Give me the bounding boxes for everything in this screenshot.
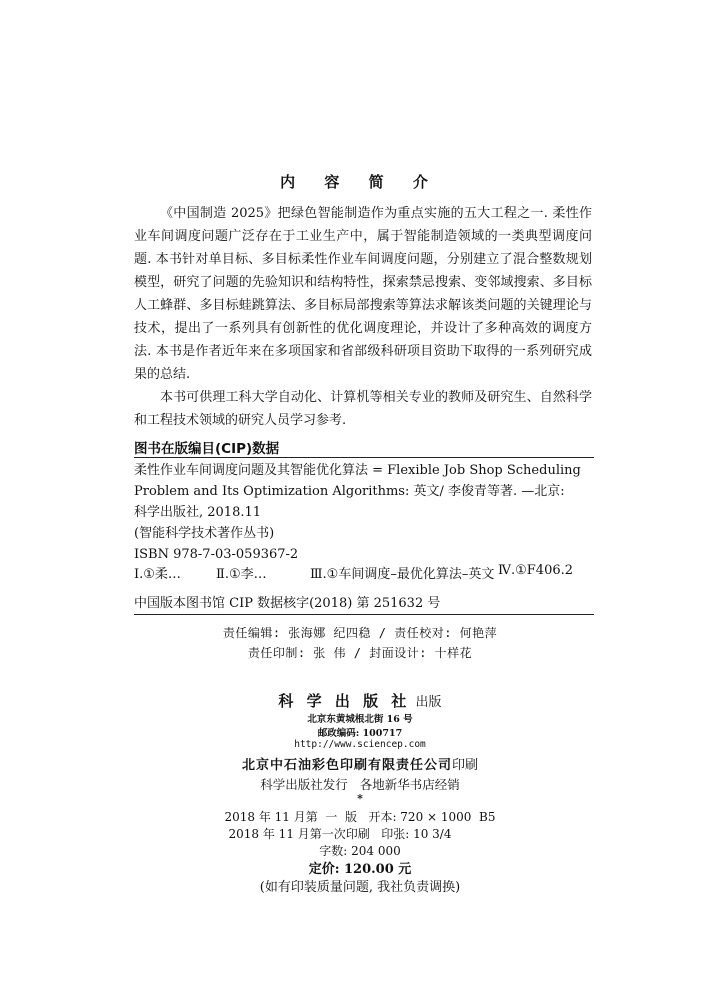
publisher-url: http://www.sciencep.com <box>294 739 426 750</box>
summary-paragraph-1: 《中国制造 2025》把绿色智能制造作为重点实施的五大工程之一. 柔性作业车间调度问题广泛存在于工业生产中，属于智能制造领域的一类典型调度问题. 本书针对单目标、多目标柔性作业车间调度问题，分别建立了混合整数规划模型，研究了问题的先验知识和结构特性，探索禁忌搜索、变邻域搜索、多目标人工蜂群、多目标蛙跳算法、多目标局部搜索等算法求解该类问题的关键理论与技术，提出了一系列具有创新性的优化调度理论，并设计了多种高效的调度方法. 本书是作者近年来在多项国家和省部级科研项目资助下取得的一系列研究成果的总结. <box>134 206 592 382</box>
publisher-name-suffix: 出版 <box>415 695 442 710</box>
printer-line <box>0 754 720 773</box>
cip-record-line: Problem and Its Optimization Algorithms: 英文/ 李俊青等著. —北京: <box>134 484 565 499</box>
classification-item: Ⅳ.①F406.2 <box>498 563 574 578</box>
cip-bottom-rule <box>134 614 594 615</box>
printer-name: 北京中石油彩色印刷有限责任公司 <box>241 758 452 773</box>
edition-line-2: 2018 年 11 月第一次印刷 印张: 10 3/4 <box>228 827 452 841</box>
cip-number: 中国版本图书馆 CIP 数据核字(2018) 第 251632 号 <box>134 596 441 611</box>
price: 定价: 120.00 元 <box>308 862 412 877</box>
classification-item: Ⅲ.①车间调度–最优化算法–英文 <box>310 567 495 582</box>
cip-heading: 图书在版编目(CIP)数据 <box>134 441 280 457</box>
printer-suffix: 印刷 <box>452 758 479 773</box>
cip-record-line: ISBN 978-7-03-059367-2 <box>134 547 299 562</box>
word-count: 字数: 204 000 <box>319 844 401 858</box>
cip-record-line: 科学出版社, 2018.11 <box>134 505 262 520</box>
credits-line-1: 责任编辑: 张海娜 纪四稳 / 责任校对: 何艳萍 <box>222 626 498 640</box>
publisher-name: 科 学 出 版 社 <box>278 692 411 710</box>
classification-item: Ⅰ.①柔… <box>134 567 181 582</box>
cip-record <box>134 460 594 565</box>
summary-title: 内 容 简 介 <box>280 173 440 191</box>
cip-top-rule <box>134 457 594 458</box>
distribution-line: 科学出版社发行 各地新华书店经销 <box>260 777 460 792</box>
cip-record-line: (智能科学技术著作丛书) <box>134 526 275 541</box>
publisher-address: 北京东黄城根北街 16 号 <box>307 714 413 725</box>
edition-line-1: 2018 年 11 月第 一 版 开本: 720 × 1000 B5 <box>224 810 496 824</box>
summary-paragraph-2: 本书可供理工科大学自动化、计算机等相关专业的教师及研究生、自然科学和工程技术领域的研究人员学习参考. <box>134 390 592 428</box>
cip-record-line: 柔性作业车间调度问题及其智能优化算法 = Flexible Job Shop Scheduling <box>134 463 581 478</box>
separator-star: * <box>357 792 363 805</box>
quality-note: (如有印装质量问题, 我社负责调换) <box>259 880 461 895</box>
publisher-name-line <box>0 690 720 711</box>
summary-body <box>134 202 592 432</box>
classification-item: Ⅱ.①李… <box>216 567 267 582</box>
publisher-postcode: 邮政编码: 100717 <box>317 728 403 739</box>
credits-line-2: 责任印制: 张 伟 / 封面设计: 十样花 <box>247 646 473 660</box>
